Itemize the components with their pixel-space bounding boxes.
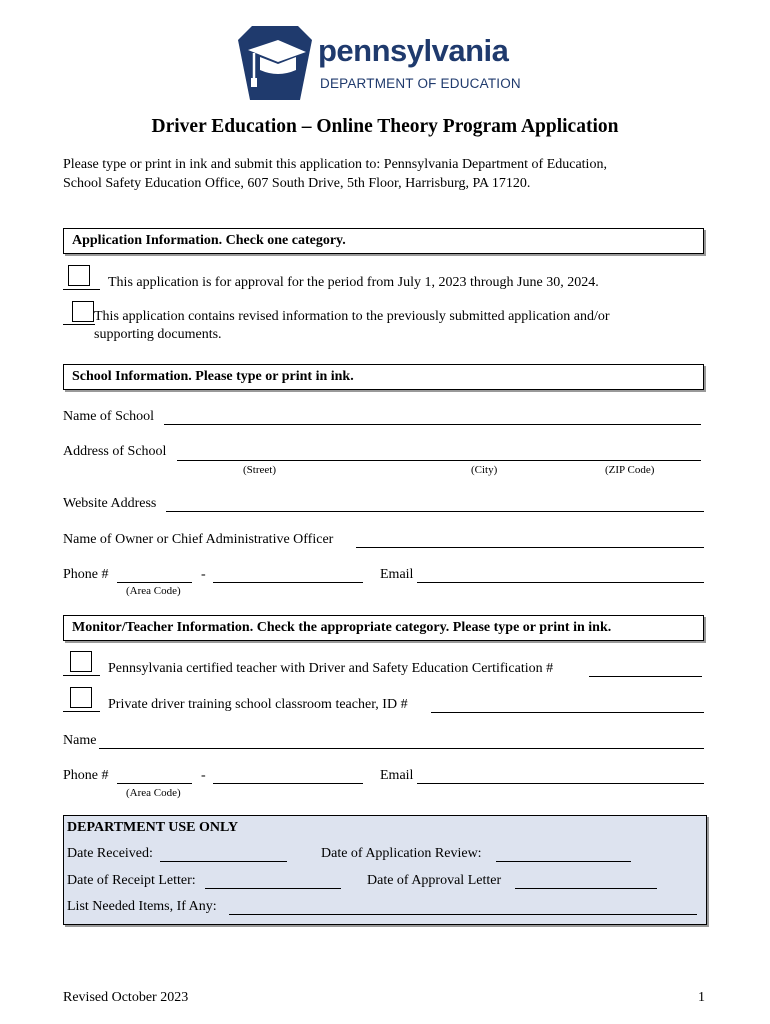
school-phone-dash: - <box>201 567 206 582</box>
application-option-2-label-line-1: This application contains revised information to the previously submitted application and/or <box>94 309 610 324</box>
school-phone-field[interactable] <box>213 568 363 583</box>
intro-line-2: School Safety Education Office, 607 South Drive, 5th Floor, Harrisburg, PA 17120. <box>63 176 531 191</box>
department-use-heading: DEPARTMENT USE ONLY <box>67 820 239 835</box>
application-option-2-checkbox[interactable] <box>72 301 94 322</box>
revised-date: Revised October 2023 <box>63 990 189 1005</box>
logo-department: DEPARTMENT OF EDUCATION <box>320 76 521 91</box>
school-area-code-caption: (Area Code) <box>126 585 181 597</box>
monitor-option-1-checkbox[interactable] <box>70 651 92 672</box>
city-caption: (City) <box>471 464 498 476</box>
teacher-phone-field[interactable] <box>213 769 363 784</box>
teacher-email-field[interactable] <box>417 769 704 784</box>
teacher-phone-label: Phone # <box>63 768 109 783</box>
date-received-field[interactable] <box>160 847 287 862</box>
teacher-name-label: Name <box>63 733 97 748</box>
intro-line-1: Please type or print in ink and submit this application to: Pennsylvania Department of Education, <box>63 157 607 172</box>
needed-items-label: List Needed Items, If Any: <box>67 899 217 914</box>
school-phone-label: Phone # <box>63 567 109 582</box>
school-email-field[interactable] <box>417 568 704 583</box>
school-name-field[interactable] <box>164 410 701 425</box>
teacher-phone-dash: - <box>201 768 206 783</box>
page-number: 1 <box>698 990 705 1005</box>
teacher-id-field[interactable] <box>431 698 704 713</box>
application-option-2-underline <box>63 324 95 325</box>
certification-number-field[interactable] <box>589 662 702 677</box>
street-caption: (Street) <box>243 464 276 476</box>
date-receipt-letter-field[interactable] <box>205 874 341 889</box>
teacher-area-code-caption: (Area Code) <box>126 787 181 799</box>
application-option-2-label-line-2: supporting documents. <box>94 327 222 342</box>
pa-keystone-logo-icon <box>238 26 312 100</box>
school-address-field[interactable] <box>177 446 701 461</box>
application-option-1-checkbox[interactable] <box>68 265 90 286</box>
school-area-code-field[interactable] <box>117 568 192 583</box>
school-email-label: Email <box>380 567 414 582</box>
date-review-label: Date of Application Review: <box>321 846 482 861</box>
owner-label: Name of Owner or Chief Administrative Officer <box>63 532 334 547</box>
zip-code-caption: (ZIP Code) <box>605 464 655 476</box>
school-name-label: Name of School <box>63 409 154 424</box>
date-received-label: Date Received: <box>67 846 153 861</box>
application-option-1-label: This application is for approval for the period from July 1, 2023 through June 30, 2024. <box>108 275 599 290</box>
date-approval-letter-label: Date of Approval Letter <box>367 873 502 888</box>
monitor-option-1-underline <box>63 675 100 676</box>
needed-items-field[interactable] <box>229 900 697 915</box>
monitor-section-heading: Monitor/Teacher Information. Check the appropriate category. Please type or print in ink. <box>63 615 704 641</box>
owner-field[interactable] <box>356 533 704 548</box>
monitor-option-2-underline <box>63 711 100 712</box>
date-approval-letter-field[interactable] <box>515 874 657 889</box>
website-label: Website Address <box>63 496 157 511</box>
application-option-1-underline <box>63 289 100 290</box>
date-review-field[interactable] <box>496 847 631 862</box>
logo-name: pennsylvania <box>318 33 509 68</box>
teacher-email-label: Email <box>380 768 414 783</box>
teacher-area-code-field[interactable] <box>117 769 192 784</box>
page-title: Driver Education – Online Theory Program Application <box>151 116 619 137</box>
date-receipt-letter-label: Date of Receipt Letter: <box>67 873 196 888</box>
school-address-label: Address of School <box>63 444 167 459</box>
monitor-option-1-label: Pennsylvania certified teacher with Driver and Safety Education Certification # <box>108 661 554 676</box>
website-field[interactable] <box>166 497 704 512</box>
school-section-heading: School Information. Please type or print in ink. <box>63 364 704 390</box>
teacher-name-field[interactable] <box>99 734 704 749</box>
monitor-option-2-checkbox[interactable] <box>70 687 92 708</box>
application-section-heading: Application Information. Check one category. <box>63 228 704 254</box>
monitor-option-2-label: Private driver training school classroom teacher, ID # <box>108 697 408 712</box>
